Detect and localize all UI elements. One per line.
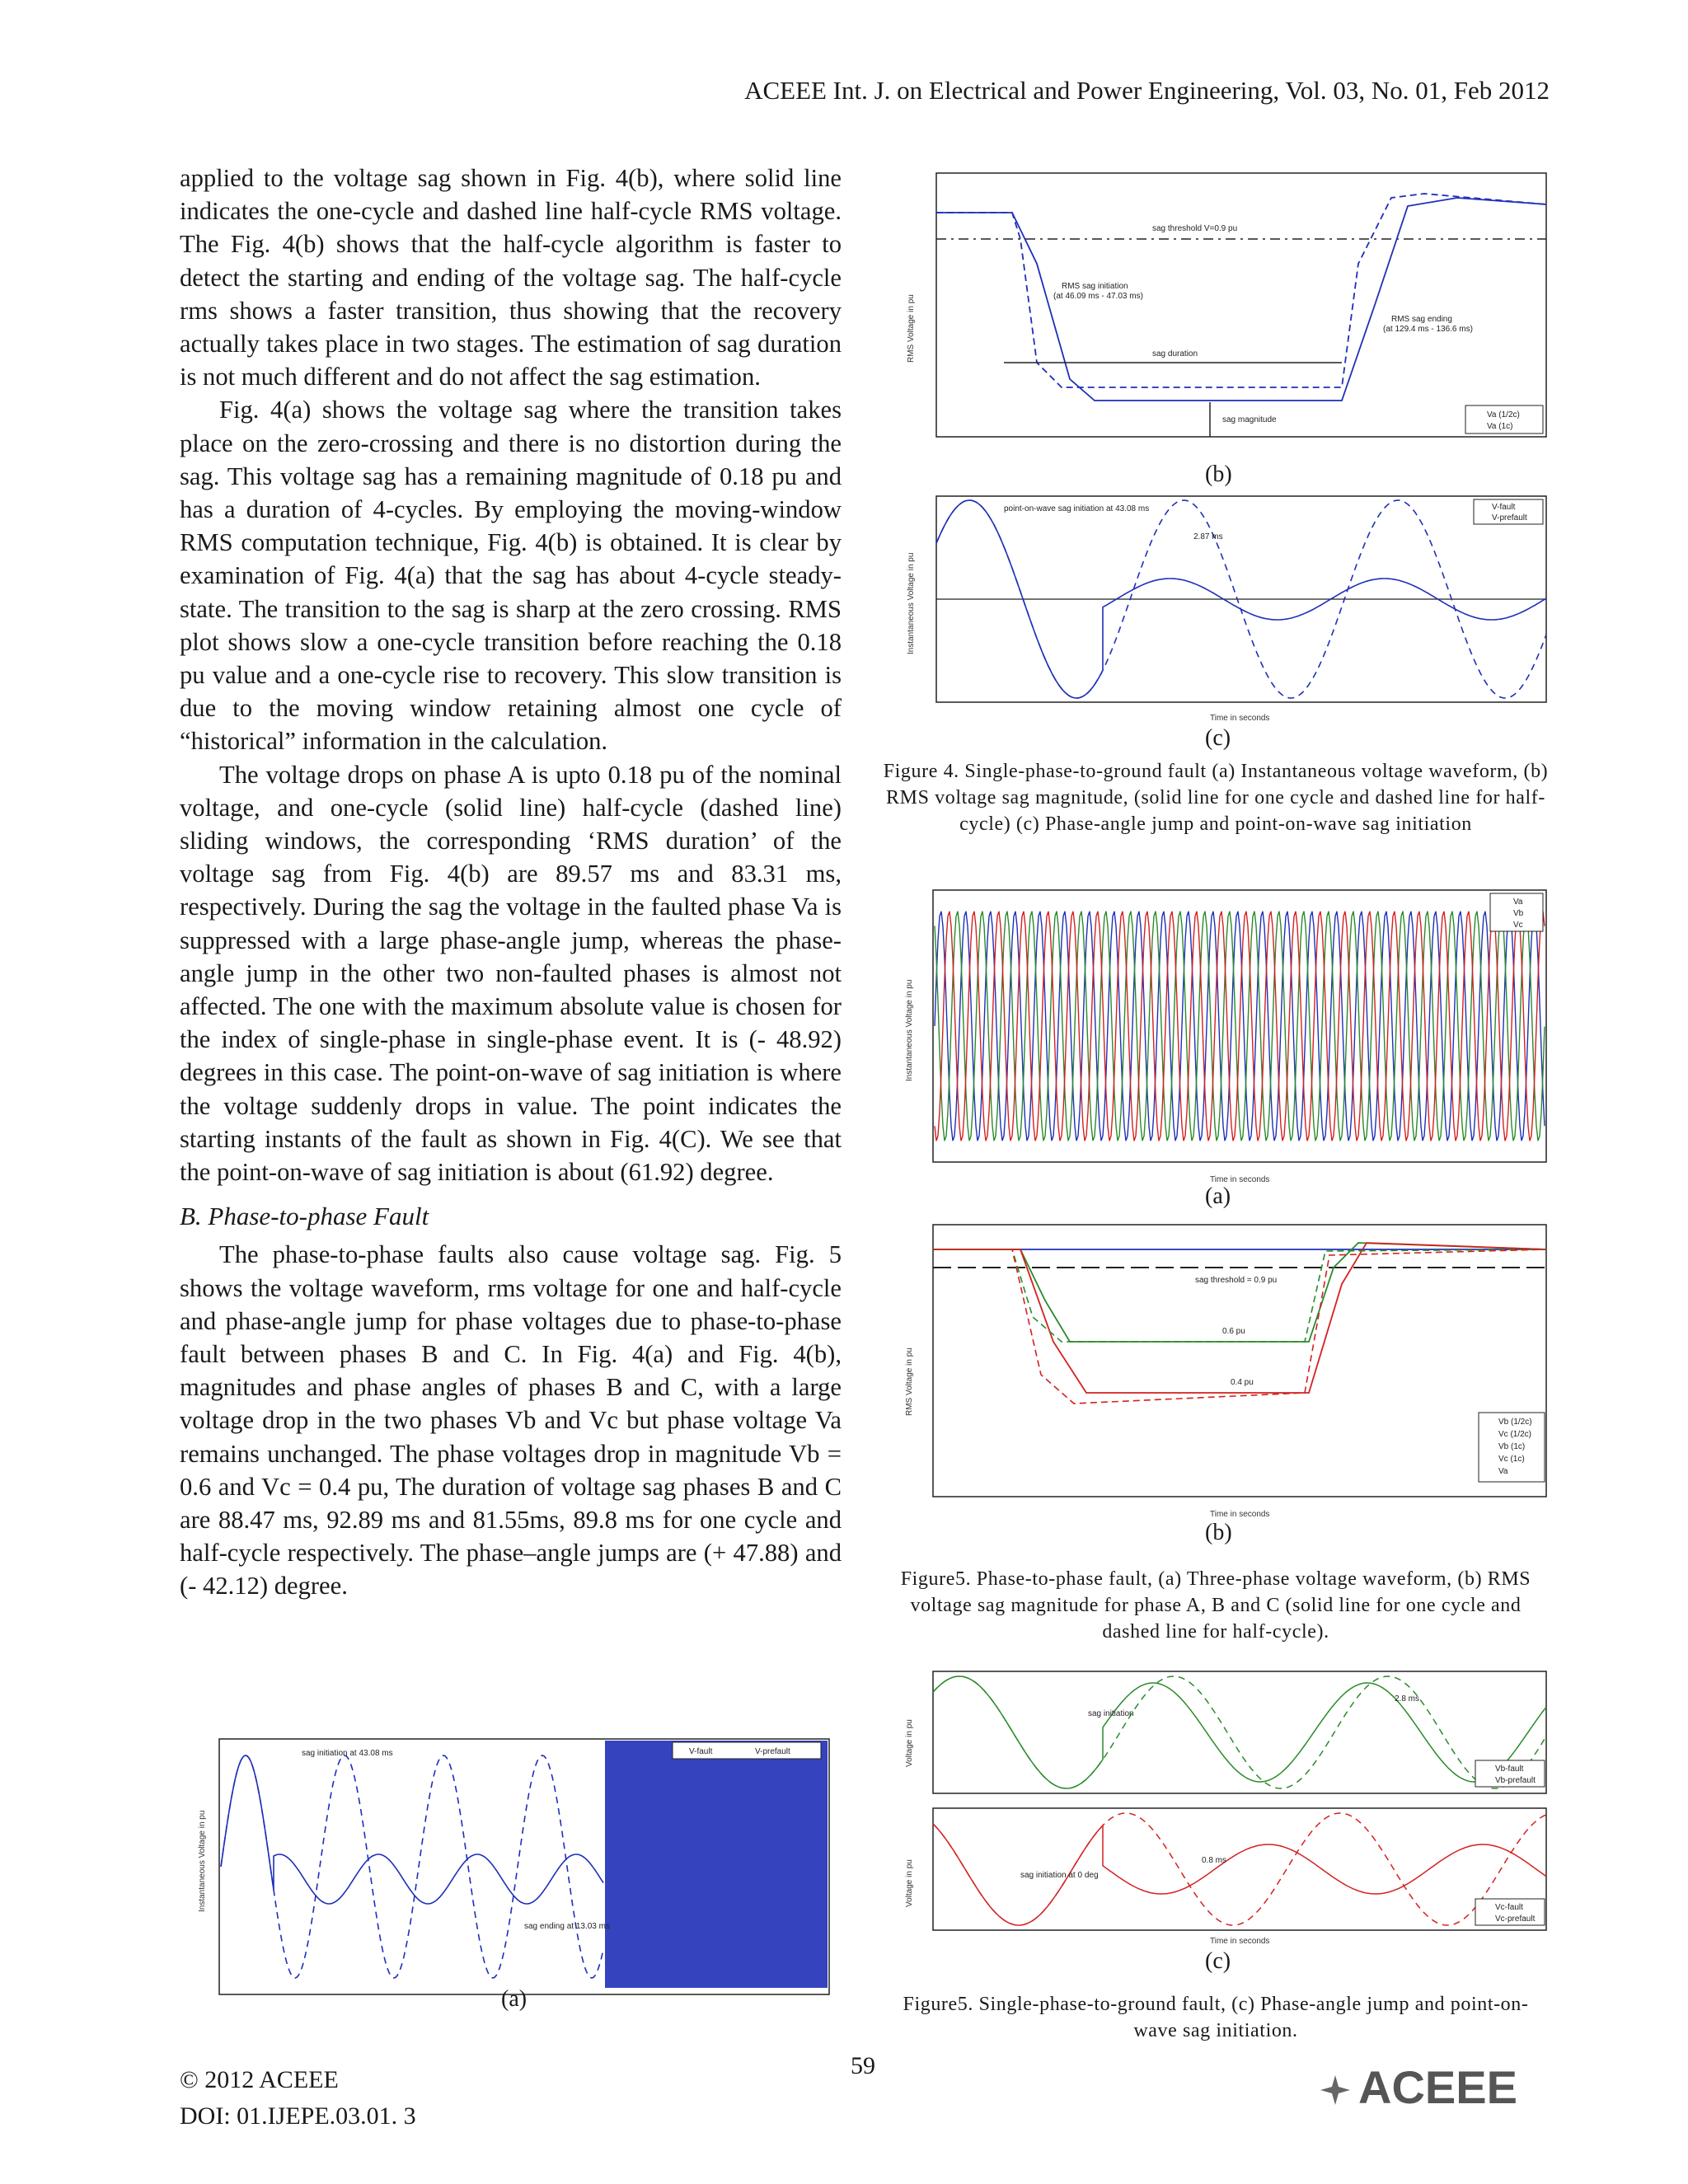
fig5b-legend-1: Vb (1/2c) bbox=[1498, 1418, 1532, 1427]
fig5c-xlabel: Time in seconds bbox=[1210, 1937, 1270, 1946]
fig4b-label: (b) bbox=[1205, 462, 1232, 487]
fig5a-label: (a) bbox=[1205, 1183, 1231, 1209]
fig4a-legend-fault: V-fault bbox=[689, 1747, 713, 1756]
fig5c-legend-top-2: Vb-prefault bbox=[1495, 1776, 1536, 1785]
fig4b-ann-init: RMS sag initiation bbox=[1062, 282, 1128, 291]
figure-5c-caption: Figure5. Single-phase-to-ground fault, (c) Phase-angle jump and point-on-wave sag initiation. bbox=[903, 1994, 1529, 2041]
fig4c-ylabel: Instantaneous Voltage in pu bbox=[907, 552, 916, 654]
figure-4b bbox=[897, 165, 1556, 487]
fig4c-ann-ms: 2.87 ms bbox=[1193, 532, 1223, 541]
page-number: 59 bbox=[851, 2052, 875, 2079]
fig4c-legend-fault: V-fault bbox=[1492, 503, 1516, 512]
fig5a-xlabel: Time in seconds bbox=[1210, 1175, 1270, 1184]
fig5b-legend-4: Vc (1c) bbox=[1498, 1455, 1525, 1464]
figure-5a bbox=[897, 883, 1556, 1209]
paragraph-4: The phase-to-phase faults also cause voltage sag. Fig. 5 shows the voltage waveform, rms voltage for one and half-cycle and phase-angle jump for phase voltages due to phase-to-phase fault between phases B and C. In Fig. 4(a) and Fig. 4(b), magnitudes and phase angles of phases B and C, with a large voltage drop in the two phases Vb and Vc but phase voltage Va remains unchanged. The phase voltages drop in magnitude Vb = 0.6 and Vc = 0.4 pu, The duration of voltage sag phases B and C are 88.47 ms, 92.89 ms and 81.55ms, 89.8 ms for one cycle and half-cycle respectively. The phase–angle jumps are (+ 47.88) and (- 42.12) degree. bbox=[180, 1240, 842, 1601]
fig5a-ylabel: Instantaneous Voltage in pu bbox=[905, 979, 914, 1081]
fig5c-label: (c) bbox=[1205, 1948, 1231, 1974]
fig4b-ann-init2: (at 46.09 ms - 47.03 ms) bbox=[1053, 292, 1143, 301]
fig4b-magnitude: sag magnitude bbox=[1222, 415, 1277, 424]
fig4b-threshold: sag threshold V=0.9 pu bbox=[1152, 224, 1238, 233]
fig4c-xlabel: Time in seconds bbox=[1210, 714, 1270, 723]
fig4b-ann-end2: (at 129.4 ms - 136.6 ms) bbox=[1383, 325, 1473, 334]
figure-4c bbox=[897, 490, 1556, 751]
journal-header: ACEEE Int. J. on Electrical and Power Engineering, Vol. 03, No. 01, Feb 2012 bbox=[744, 76, 1550, 105]
fig5a-legend-vb: Vb bbox=[1513, 909, 1524, 918]
fig5c-bot-ann2: 0.8 ms bbox=[1202, 1856, 1227, 1865]
fig5b-label: (b) bbox=[1205, 1520, 1232, 1545]
fig5c-top-ann2: 2.8 ms bbox=[1395, 1694, 1420, 1704]
left-column bbox=[180, 162, 842, 1603]
fig4a-ylabel: Instantaneous Voltage in pu bbox=[198, 1810, 207, 1912]
fig4b-duration: sag duration bbox=[1152, 349, 1198, 359]
fig5b-06pu: 0.6 pu bbox=[1222, 1327, 1245, 1336]
paragraph-3: The voltage drops on phase A is upto 0.18 pu of the nominal voltage, and one-cycle (solid line) half-cycle (dashed line) sliding windows, the corresponding ‘RMS duration’ of the voltage sag from Fig. 4(b) are 89.57 ms and 83.31 ms, respectively. During the sag the voltage in the faulted phase Va is suppressed with a large phase-angle jump, whereas the phase-angle jump in the other two non-faulted phases is almost not affected. The one with the maximum absolute value is chosen for the index of single-phase in single-phase event. It is (- 48.92) degrees in this case. The point-on-wave of sag initiation is where the voltage suddenly drops in value. The point indicates the starting instants of the fault as shown in Fig. 4(C). We see that the point-on-wave of sag initiation is about (61.92) degree. bbox=[180, 760, 842, 1187]
fig4b-legend-half: Va (1/2c) bbox=[1487, 410, 1520, 419]
fig5b-legend-5: Va bbox=[1498, 1467, 1508, 1476]
paragraph-1: applied to the voltage sag shown in Fig. 4(b), where solid line indicates the one-cycle and dashed line half-cycle RMS voltage. The Fig. 4(b) shows that the half-cycle algorithm is faster to detect the starting and ending of the voltage sag. The half-cycle rms shows a faster transition, thus showing that the recovery actually takes place in two stages. The estimation of sag duration is not much different and do not affect the sag estimation. bbox=[180, 164, 842, 391]
fig5b-ylabel: RMS Voltage in pu bbox=[905, 1347, 914, 1416]
fig4a-prefault-band bbox=[605, 1741, 828, 1988]
fig5c-legend-bot-2: Vc-prefault bbox=[1495, 1915, 1536, 1924]
fig5c-top-ann: sag initiation bbox=[1088, 1709, 1134, 1718]
doi: DOI: 01.IJEPE.03.01. 3 bbox=[180, 2102, 416, 2130]
fig4a-annotation-init: sag initiation at 43.08 ms bbox=[302, 1749, 393, 1758]
fig4c-ann-init: point-on-wave sag initiation at 43.08 ms bbox=[1004, 504, 1150, 513]
fig5b-legend-2: Vc (1/2c) bbox=[1498, 1430, 1532, 1439]
figure-4-caption: Figure 4. Single-phase-to-ground fault (a) Instantaneous voltage waveform, (b) RMS voltage sag magnitude, (solid line for one cycle and dashed line for half-cycle) (c) Phase-angle jump and point-on-wave sag initiation bbox=[883, 761, 1549, 835]
fig5a-legend-vc: Vc bbox=[1513, 921, 1523, 930]
section-heading: B. Phase-to-phase Fault bbox=[180, 1202, 429, 1231]
fig5b-threshold: sag threshold = 0.9 pu bbox=[1195, 1276, 1278, 1285]
fig4c-legend-prefault: V-prefault bbox=[1492, 513, 1527, 523]
fig5c-ylabel-bottom: Voltage in pu bbox=[905, 1859, 914, 1907]
fig5c-legend-top-1: Vb-fault bbox=[1495, 1765, 1524, 1774]
fig4a-annotation-end: sag ending at 13.03 ms bbox=[524, 1922, 610, 1931]
aceee-logo bbox=[1312, 2057, 1551, 2115]
fig5b-xlabel: Time in seconds bbox=[1210, 1510, 1270, 1519]
footer bbox=[180, 2062, 416, 2135]
fig5b-legend-3: Vb (1c) bbox=[1498, 1442, 1526, 1451]
fig4a-legend-prefault: V-prefault bbox=[755, 1747, 790, 1756]
logo-text: ACEEE bbox=[1358, 2061, 1517, 2113]
fig5c-bot-ann: sag initiation at 0 deg bbox=[1020, 1871, 1099, 1880]
fig4b-legend-one: Va (1c) bbox=[1487, 422, 1513, 431]
paragraph-2: Fig. 4(a) shows the voltage sag where the transition takes place on the zero-crossing and there is no distortion during the sag. This voltage sag has a remaining magnitude of 0.18 pu and has a duration of 4-cycles. By employing the moving-window RMS computation technique, Fig. 4(b) is obtained. It is clear by examination of Fig. 4(a) that the sag has about 4-cycle steady-state. The transition to the sag is sharp at the zero crossing. RMS plot shows slow a one-cycle transition before reaching the 0.18 pu value and a one-cycle rise to recovery. This slow transition is due to the moving window retaining almost one cycle of “historical” information in the calculation. bbox=[180, 396, 842, 756]
fig5b-04pu: 0.4 pu bbox=[1231, 1378, 1254, 1387]
fig5c-legend-bot-1: Vc-fault bbox=[1495, 1903, 1523, 1912]
fig4b-ann-end: RMS sag ending bbox=[1391, 315, 1452, 324]
figure-5b bbox=[897, 1218, 1556, 1545]
figure-4a bbox=[195, 1731, 837, 2011]
fig5a-legend-va: Va bbox=[1513, 898, 1523, 907]
figure-5c bbox=[897, 1668, 1556, 1974]
fig4c-label: (c) bbox=[1205, 725, 1231, 751]
figure-5ab-caption: Figure5. Phase-to-phase fault, (a) Three-phase voltage waveform, (b) RMS voltage sag magnitude for phase A, B and C (solid line for one cycle and dashed line for half-cycle). bbox=[900, 1568, 1531, 1643]
fig5c-ylabel-top: Voltage in pu bbox=[905, 1719, 914, 1767]
fig4a-label: (a) bbox=[501, 1986, 528, 2012]
fig4b-ylabel: RMS Voltage in pu bbox=[907, 294, 916, 363]
copyright: © 2012 ACEEE bbox=[180, 2066, 339, 2093]
